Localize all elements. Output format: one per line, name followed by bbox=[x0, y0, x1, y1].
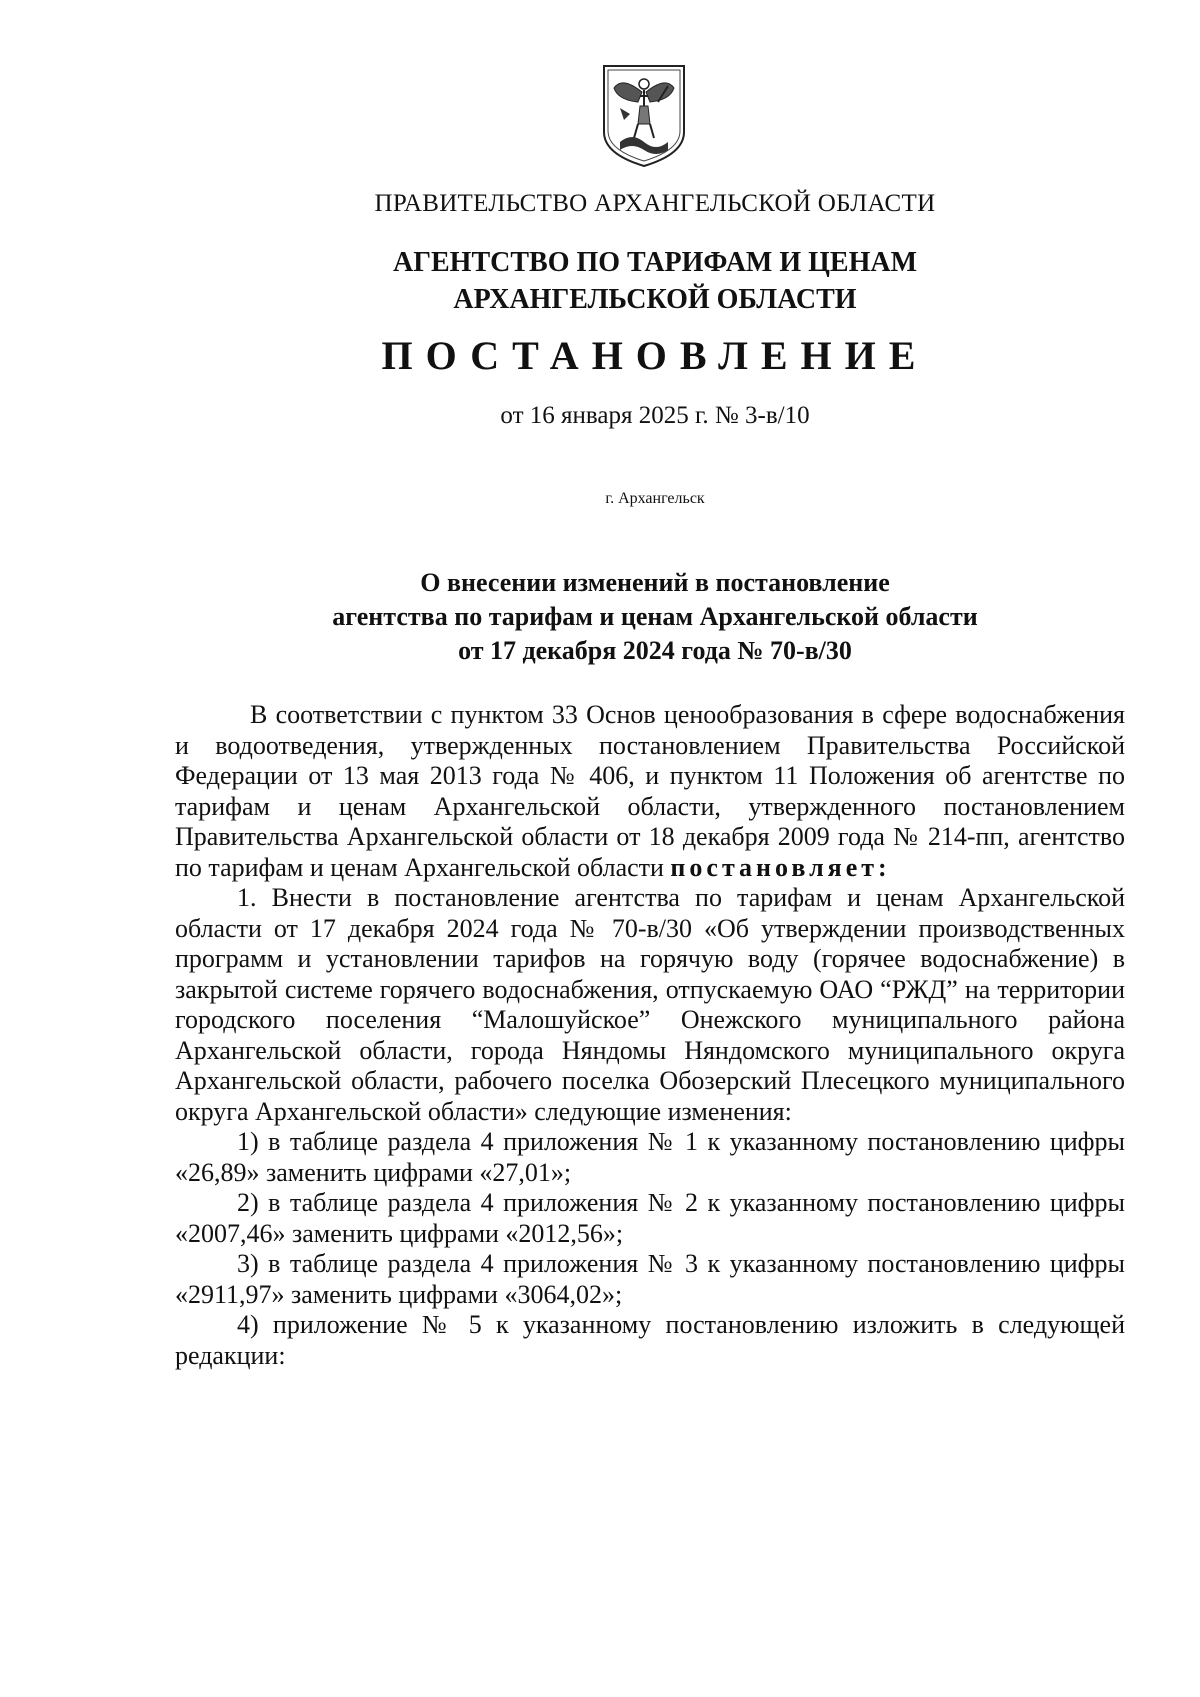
agency-name bbox=[0, 244, 1200, 318]
document-type: ПОСТАНОВЛЕНИЕ bbox=[381, 333, 929, 378]
sub-item-3-paragraph: 3) в таблице раздела 4 приложения № 3 к указанному постановлению цифры «2911,97» заменить цифрами «3064,02»; bbox=[175, 1249, 1125, 1309]
item-1-paragraph: 1. Внести в постановление агентства по тарифам и ценам Архангельской области от 17 декабря 2024 года № 70-в/30 «Об утверждении производственных программ и установлении тарифов на горячую воду (горячее водоснабжение) в закрытой системе горячего водоснабжения, отпускаемую ОАО “РЖД” на территории городского поселения “Малошуйское” Онежского муниципального района Архангельской области, города Няндомы Няндомского муниципального округа Архангельской области, рабочего поселка Обозерский Плесецкого муниципального округа Архангельской области» следующие изменения: bbox=[175, 883, 1125, 1126]
document-title-line2: агентства по тарифам и ценам Архангельской области bbox=[332, 602, 978, 631]
sub-item-1-paragraph: 1) в таблице раздела 4 приложения № 1 к указанному постановлению цифры «26,89» заменить цифрами «27,01»; bbox=[175, 1127, 1125, 1187]
document-title-line1: О внесении изменений в постановление bbox=[420, 568, 890, 597]
government-name: ПРАВИТЕЛЬСТВО АРХАНГЕЛЬСКОЙ ОБЛАСТИ bbox=[374, 190, 936, 217]
document-city: г. Архангельск bbox=[605, 490, 705, 507]
document-title bbox=[0, 566, 1200, 668]
agency-name-line2: АРХАНГЕЛЬСКОЙ ОБЛАСТИ bbox=[453, 284, 857, 315]
coat-of-arms-emblem-icon bbox=[600, 62, 688, 170]
intro-text: В соответствии с пунктом 33 Основ ценообразования в сфере водоснабжения и водоотведения, утвержденных постановлением Правительства Российской Федерации от 13 мая 2013 года № 406, и пунктом 11 Положения об агентстве по тарифам и ценам Архангельской области, утвержденного постановлением Правительства Архангельской области от 18 декабря 2009 года № 214-пп, агентство по тарифам и ценам Архангельской области bbox=[175, 700, 1125, 882]
decree-word: постановляет: bbox=[670, 852, 891, 882]
intro-paragraph bbox=[175, 700, 1125, 883]
agency-name-line1: АГЕНТСТВО ПО ТАРИФАМ И ЦЕНАМ bbox=[392, 247, 918, 278]
sub-item-4-paragraph: 4) приложение № 5 к указанному постановлению изложить в следующей редакции: bbox=[175, 1310, 1125, 1370]
document-title-line3: от 17 декабря 2024 года № 70-в/30 bbox=[458, 636, 852, 665]
document-body bbox=[175, 700, 1125, 1371]
sub-item-2-paragraph: 2) в таблице раздела 4 приложения № 2 к указанному постановлению цифры «2007,46» заменить цифрами «2012,56»; bbox=[175, 1188, 1125, 1248]
document-date-number: от 16 января 2025 г. № 3-в/10 bbox=[500, 402, 810, 429]
